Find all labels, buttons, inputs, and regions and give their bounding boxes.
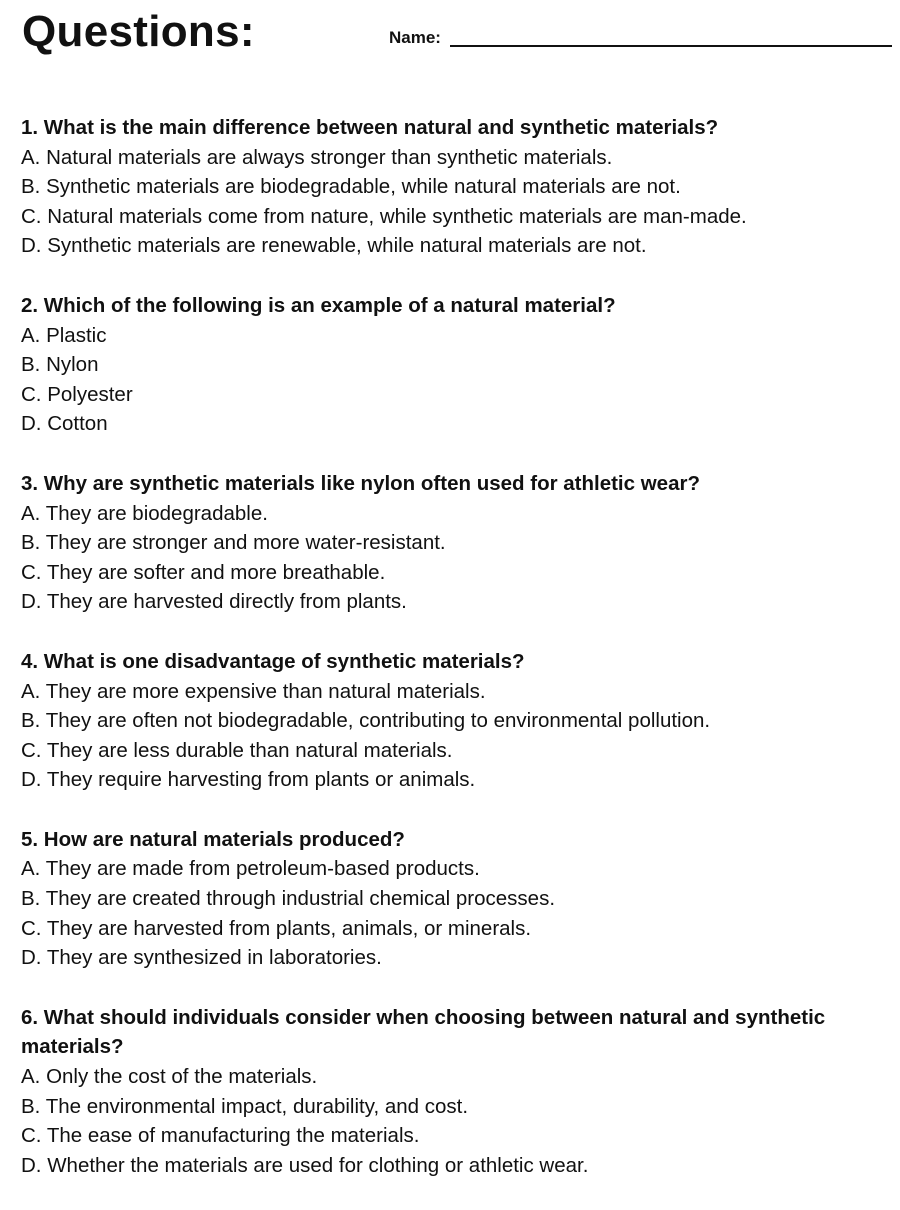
option-a: A. They are more expensive than natural materials. bbox=[21, 679, 486, 703]
option-b: B. Synthetic materials are biodegradable, while natural materials are not. bbox=[21, 175, 681, 199]
question-2 bbox=[21, 291, 891, 439]
option-c: C. Polyester bbox=[21, 382, 133, 406]
option-a: A. Natural materials are always stronger than synthetic materials. bbox=[21, 145, 613, 169]
option-b: B. The environmental impact, durability, and cost. bbox=[21, 1094, 469, 1118]
question-text: 1. What is the main difference between natural and synthetic materials? bbox=[21, 116, 719, 139]
option-c: C. The ease of manufacturing the materials. bbox=[21, 1124, 420, 1148]
question-6 bbox=[21, 1003, 891, 1181]
question-5 bbox=[21, 825, 891, 973]
option-b: B. They are stronger and more water-resistant. bbox=[21, 531, 446, 555]
option-d: D. Whether the materials are used for clothing or athletic wear. bbox=[21, 1153, 589, 1177]
question-list bbox=[21, 113, 891, 1210]
question-4 bbox=[21, 647, 891, 795]
worksheet-header bbox=[0, 0, 900, 80]
option-c: C. They are less durable than natural materials. bbox=[21, 738, 453, 762]
option-c: C. Natural materials come from nature, while synthetic materials are man-made. bbox=[21, 204, 747, 228]
option-b: B. They are often not biodegradable, contributing to environmental pollution. bbox=[21, 709, 711, 733]
option-c: C. They are harvested from plants, animals, or minerals. bbox=[21, 916, 532, 940]
question-text: 5. How are natural materials produced? bbox=[21, 827, 405, 851]
page-title: Questions: bbox=[22, 7, 255, 56]
question-text: 3. Why are synthetic materials like nylon often used for athletic wear? bbox=[21, 471, 700, 495]
option-b: B. They are created through industrial chemical processes. bbox=[21, 887, 556, 911]
option-a: A. Plastic bbox=[21, 323, 107, 347]
question-text: 4. What is one disadvantage of synthetic materials? bbox=[21, 649, 525, 673]
name-blank-line[interactable] bbox=[450, 45, 892, 47]
option-d: D. They require harvesting from plants or animals. bbox=[21, 768, 476, 792]
option-a: A. Only the cost of the materials. bbox=[21, 1065, 318, 1089]
option-b: B. Nylon bbox=[21, 353, 99, 377]
option-d: D. Synthetic materials are renewable, while natural materials are not. bbox=[21, 234, 647, 258]
option-d: D. They are synthesized in laboratories. bbox=[21, 946, 382, 970]
question-text: 2. Which of the following is an example of a natural material? bbox=[21, 293, 616, 317]
question-1 bbox=[21, 113, 891, 261]
option-d: D. They are harvested directly from plants. bbox=[21, 590, 407, 614]
option-d: D. Cotton bbox=[21, 412, 108, 436]
question-3 bbox=[21, 469, 891, 617]
option-c: C. They are softer and more breathable. bbox=[21, 560, 386, 584]
option-a: A. They are made from petroleum-based products. bbox=[21, 857, 480, 881]
name-field[interactable] bbox=[389, 28, 892, 48]
option-a: A. They are biodegradable. bbox=[21, 501, 268, 525]
name-label: Name: bbox=[389, 28, 441, 47]
question-text: 6. What should individuals consider when choosing between natural and synthetic materials? bbox=[21, 1005, 826, 1059]
